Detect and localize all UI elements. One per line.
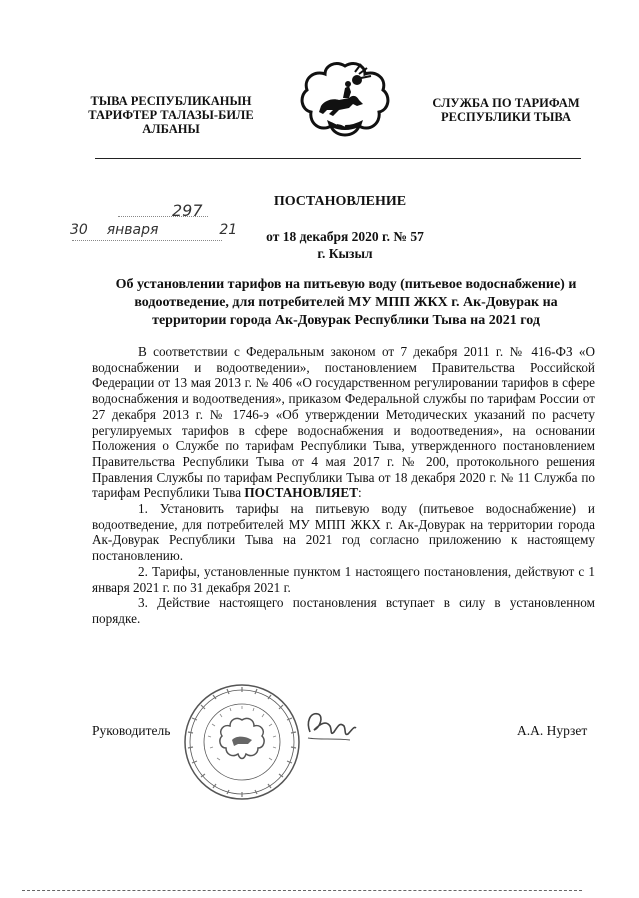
registration-date-month: января <box>106 222 159 238</box>
header-org-left-line: ТАРИФТЕР ТАЛАЗЫ-БИЛЕ <box>88 108 254 122</box>
signer-name: А.А. Нурзет <box>517 723 588 738</box>
signer-role: Руководитель <box>92 723 171 738</box>
registration-date-line <box>72 240 222 241</box>
header-divider <box>95 158 581 159</box>
registration-number-line <box>118 216 208 217</box>
header-org-right-line: СЛУЖБА ПО ТАРИФАМ <box>432 96 580 110</box>
document-date-block <box>230 228 460 262</box>
handwritten-signature-icon <box>300 702 358 746</box>
document-title-line: водоотведение, для потребителей МУ МПП ЖКХ г. Ак-Довурак на <box>134 295 558 310</box>
header-org-left-line: ТЫВА РЕСПУБЛИКАНЫН <box>90 94 252 108</box>
body-item: 3. Действие настоящего постановления вступает в силу в установленном порядке. <box>92 595 595 626</box>
page-bottom-edge-line <box>22 890 582 891</box>
document-date-line: от 18 декабря 2020 г. № 57 <box>266 229 424 244</box>
document-body <box>92 344 595 627</box>
registration-date-year: 21 <box>219 222 238 238</box>
body-item: 2. Тарифы, установленные пунктом 1 настоящего постановления, действуют с 1 января 2021 г. по 31 декабря 2021 г. <box>92 563 595 595</box>
registration-date-day: 30 <box>70 222 88 238</box>
body-item: 1. Установить тарифы на питьевую воду (питьевое водоснабжение) и водоотведение, для потребителей МУ МПП ЖКХ г. Ак-Довурак на территории города Ак-Довурак Республики Тыва на 2021 год согласно приложению к настоящему постановлению. <box>92 501 595 564</box>
header-org-left-line: АЛБАНЫ <box>142 122 200 136</box>
decree-colon: : <box>358 485 362 501</box>
header-org-right-line: РЕСПУБЛИКИ ТЫВА <box>441 110 571 124</box>
document-type: ПОСТАНОВЛЕНИЕ <box>273 194 407 209</box>
document-title <box>98 276 594 330</box>
preamble-text: В соответствии с Федеральным законом от 7 декабря 2011 г. № 416-ФЗ «О водоснабжении и водоотведении», постановлением Правительства Российской Федерации от 13 мая 2013 г. № 406 «О государственном регулировании тарифов в сфере водоснабжения и водоотведения», приказом Федеральной службы по тарифам России от 27 декабря 2013 г. № 1746-э «Об утверждении Методических указаний по расчету регулируемых тарифов в сфере водоснабжения и водоотведения», на основании Положения о Службе по тарифам Республики Тыва, утвержденного постановлением Правительства Республики Тыва от 4 мая 2017 г. № 200, протокольного решения Правления Службы по тарифам Республики Тыва от 18 декабря 2020 г. № 11 Служба по тарифам Республики Тыва <box>92 344 595 501</box>
registration-number-handwritten: 297 <box>172 201 203 220</box>
tuva-coat-of-arms-icon <box>299 60 391 142</box>
registration-date-handwritten <box>70 222 237 238</box>
official-round-seal-icon <box>182 682 302 802</box>
document-title-line: Об установлении тарифов на питьевую воду (питьевое водоснабжение) и <box>115 277 577 292</box>
header-org-left <box>78 94 264 136</box>
document-title-line: территории города Ак-Довурак Республики Тыва на 2021 год <box>152 313 540 328</box>
body-preamble <box>92 344 595 501</box>
decree-word: ПОСТАНОВЛЯЕТ <box>244 485 359 501</box>
header-org-right <box>424 96 588 124</box>
document-city: г. Кызыл <box>317 246 373 261</box>
